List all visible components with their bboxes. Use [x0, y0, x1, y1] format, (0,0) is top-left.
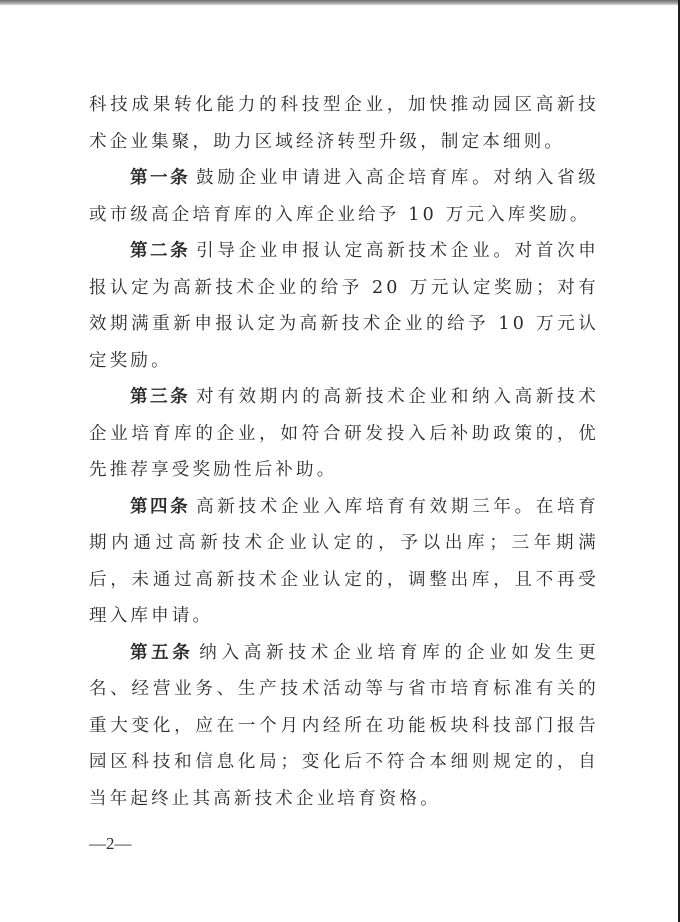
article-5-heading: 第五条	[130, 642, 194, 663]
article-2-heading: 第二条	[130, 241, 191, 261]
article-1-heading: 第一条	[130, 168, 191, 188]
article-5-paragraph	[89, 635, 599, 818]
article-1-paragraph	[89, 160, 599, 233]
intro-continuation-paragraph: 科技成果转化能力的科技型企业，加快推动园区高新技术企业集聚，助力区域经济转型升级，制定本细则。	[89, 95, 599, 152]
article-2-paragraph	[89, 233, 599, 379]
scan-top-edge	[0, 0, 680, 5]
article-2-text: 引导企业申报认定高新技术企业。对首次申报认定为高新技术企业的给予 20 万元认定奖励；对有效期满重新申报认定为高新技术企业的给予 10 万元认定奖励。	[89, 241, 599, 371]
article-4-paragraph	[89, 489, 599, 635]
article-5-text: 纳入高新技术企业培育库的企业如发生更名、经营业务、生产技术活动等与省市培育标准有关的重大变化，应在一个月内经所在功能板块科技部门报告园区科技和信息化局；变化后不符合本细则规定的，自当年起终止其高新技术企业培育资格。	[89, 642, 600, 809]
article-3-heading: 第三条	[130, 387, 191, 407]
page-number: —2—	[89, 834, 132, 853]
article-4-text: 高新技术企业入库培育有效期三年。在培育期内通过高新技术企业认定的，予以出库；三年期满后，未通过高新技术企业认定的，调整出库，且不再受理入库申请。	[89, 496, 599, 626]
article-3-text: 对有效期内的高新技术企业和纳入高新技术企业培育库的企业，如符合研发投入后补助政策的，优先推荐享受奖励性后补助。	[89, 387, 599, 480]
document-page-body	[89, 87, 599, 817]
article-3-paragraph	[89, 379, 599, 489]
article-4-heading: 第四条	[130, 496, 191, 517]
article-1-text: 鼓励企业申请进入高企培育库。对纳入省级或市级高企培育库的入库企业给予 10 万元入库奖励。	[89, 168, 599, 225]
